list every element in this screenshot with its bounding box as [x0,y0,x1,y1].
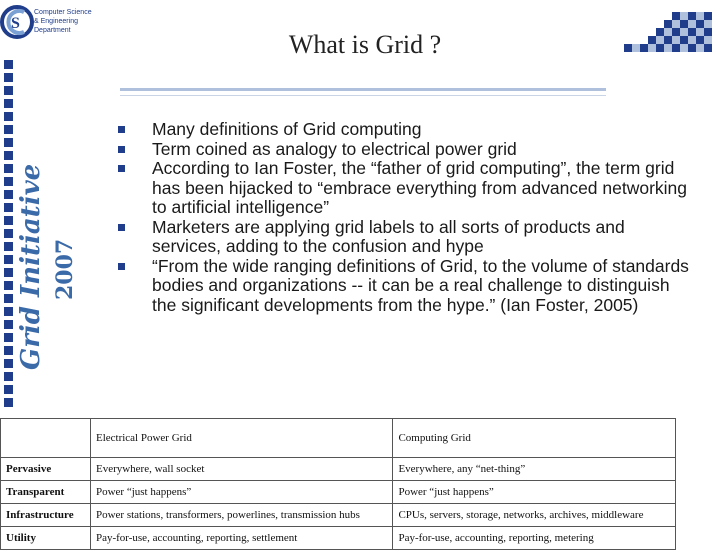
bullet-text: According to Ian Foster, the “father of grid computing”, the term grid has been hijacked to “embrace everything from advanced networking to artificial intelligence” [152,158,688,217]
table-header-row [1,419,676,458]
table-row-label: Infrastructure [1,504,91,527]
bullet-text: Marketers are applying grid labels to all sorts of products and services, adding to the confusion and hype [152,216,625,256]
bullet-item [118,140,698,160]
department-logo [0,0,96,50]
table-row [1,504,676,527]
vertical-year: 2007 [52,238,78,300]
bullet-square-icon [118,165,125,172]
table-cell: Everywhere, any “net-thing” [393,458,676,481]
table-header-cell [1,419,91,458]
table-header-cell: Computing Grid [393,419,676,458]
logo-text [34,8,92,35]
table-row-label: Pervasive [1,458,91,481]
table-row [1,481,676,504]
bullet-text: Term coined as analogy to electrical power grid [152,138,517,159]
logo-line: Computer Science [34,9,92,16]
table-cell: Power “just happens” [90,481,392,504]
table-row-label: Transparent [1,481,91,504]
bullet-square-icon [118,126,125,133]
checker-decoration-icon [622,8,712,54]
slide-title: What is Grid ? [288,30,442,59]
svg-text:S: S [11,15,20,32]
bullet-list [118,120,698,315]
title-divider [120,88,606,91]
bullet-square-icon [118,263,125,270]
table-row [1,527,676,550]
comparison-table [0,418,676,550]
table-cell: Everywhere, wall socket [90,458,392,481]
title-divider-thin [120,95,606,96]
table-row [1,458,676,481]
vertical-banner [16,120,96,380]
table-cell: CPUs, servers, storage, networks, archives, middleware [393,504,676,527]
table-row-label: Utility [1,527,91,550]
bullet-square-icon [118,146,125,153]
bullet-item [118,159,698,218]
logo-line: Department [34,27,71,34]
bullet-item [118,218,698,257]
table-cell: Pay-for-use, accounting, reporting, settlement [90,527,392,550]
logo-line: & Engineering [34,18,78,25]
table-cell: Power stations, transformers, powerlines, transmission hubs [90,504,392,527]
table-cell: Pay-for-use, accounting, reporting, metering [393,527,676,550]
vertical-title: Grid Initiative [16,163,46,370]
bullet-text: “From the wide ranging definitions of Grid, to the volume of standards bodies and organizations -- it can be a real challenge to distinguish the significant developments from the hype.” (Ian Foster, 2005) [152,255,689,315]
bullet-item [118,120,698,140]
table-header-cell: Electrical Power Grid [90,419,392,458]
bullet-square-icon [118,224,125,231]
bullet-text: Many definitions of Grid computing [152,119,422,139]
department-logo-icon [0,0,34,46]
bullet-item [118,257,698,316]
table-cell: Power “just happens” [393,481,676,504]
